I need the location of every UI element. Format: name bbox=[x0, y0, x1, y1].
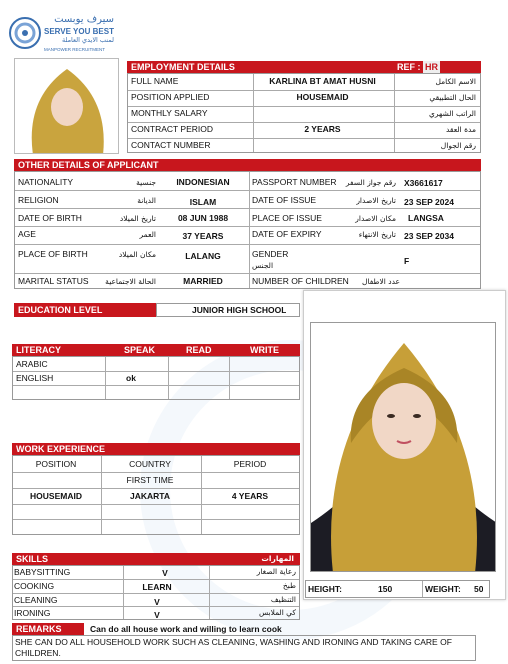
education-level-label: EDUCATION LEVEL bbox=[14, 303, 156, 317]
date-of-issue-value: 23 SEP 2024 bbox=[404, 197, 454, 207]
skill-ironing-value: V bbox=[154, 610, 160, 620]
gender-arabic: الجنس bbox=[252, 261, 274, 270]
age-value: 37 YEARS bbox=[182, 231, 224, 241]
gender-value: F bbox=[404, 256, 410, 266]
other-details-header: OTHER DETAILS OF APPLICANT bbox=[14, 159, 481, 171]
date-of-issue-label: DATE OF ISSUE bbox=[252, 195, 317, 205]
skill-babysitting-label: BABYSITTING bbox=[14, 567, 71, 577]
skill-cleaning-arabic: التنظيف bbox=[270, 595, 296, 604]
contact-number-label: CONTACT NUMBER bbox=[131, 140, 211, 150]
literacy-write-col: WRITE bbox=[250, 345, 279, 355]
full-name-arabic: الاسم الكامل bbox=[435, 77, 476, 86]
skill-babysitting-arabic: رعاية الصغار bbox=[256, 567, 296, 576]
monthly-salary-label: MONTHLY SALARY bbox=[131, 108, 208, 118]
skill-cleaning-label: CLEANING bbox=[14, 595, 58, 605]
skill-cooking-arabic: طبخ bbox=[282, 581, 296, 590]
literacy-english-speak: ok bbox=[126, 373, 136, 383]
position-applied-arabic: الحال التطبيقي bbox=[429, 93, 476, 102]
passport-number-arabic: رقم جواز السفر bbox=[345, 178, 396, 187]
skills-header: SKILLS المهارات bbox=[12, 553, 300, 565]
applicant-photo-large bbox=[310, 322, 496, 572]
literacy-arabic-label: ARABIC bbox=[16, 359, 48, 369]
skill-cleaning-value: V bbox=[154, 597, 160, 607]
full-name-label: FULL NAME bbox=[131, 76, 179, 86]
marital-status-arabic: الحالة الاجتماعية bbox=[105, 277, 156, 286]
religion-arabic: الديانة bbox=[137, 196, 156, 205]
work-row-country: JAKARTA bbox=[130, 491, 170, 501]
contract-period-value: 2 YEARS bbox=[304, 124, 341, 134]
place-of-birth-value: LALANG bbox=[185, 251, 221, 261]
place-of-issue-value: LANGSA bbox=[408, 213, 444, 223]
literacy-speak-col: SPEAK bbox=[124, 345, 156, 355]
height-label: HEIGHT: bbox=[308, 584, 342, 594]
literacy-read-col: READ bbox=[186, 345, 212, 355]
age-label: AGE bbox=[18, 229, 36, 239]
weight-label: WEIGHT: bbox=[425, 584, 461, 594]
literacy-english-label: ENGLISH bbox=[16, 373, 54, 383]
marital-status-label: MARITAL STATUS bbox=[18, 276, 89, 286]
logo-arabic: سيرف يوبست bbox=[54, 14, 114, 25]
children-arabic: عدد الاطفال bbox=[362, 277, 400, 286]
logo-emblem-icon bbox=[8, 16, 42, 50]
dob-label: DATE OF BIRTH bbox=[18, 213, 82, 223]
logo-tagline: MANPOWER RECRUITMENT bbox=[44, 47, 105, 52]
education-level-value: JUNIOR HIGH SCHOOL bbox=[192, 305, 287, 315]
age-arabic: العمر bbox=[139, 230, 156, 239]
position-applied-value: HOUSEMAID bbox=[296, 92, 349, 102]
work-country-col: COUNTRY bbox=[129, 459, 171, 469]
weight-value: 50 bbox=[474, 584, 484, 594]
passport-number-value: X3661617 bbox=[404, 178, 443, 188]
skill-cooking-label: COOKING bbox=[14, 581, 55, 591]
literacy-header: LITERACY SPEAK READ WRITE bbox=[12, 344, 300, 356]
contact-number-arabic: رقم الجوال bbox=[440, 141, 476, 150]
literacy-table bbox=[12, 356, 300, 400]
contract-period-arabic: مدة العقد bbox=[446, 125, 476, 134]
place-of-issue-arabic: مكان الاصدار bbox=[355, 214, 396, 223]
date-of-issue-arabic: تاريخ الاصدار bbox=[356, 196, 396, 205]
full-name-value: KARLINA BT AMAT HUSNI bbox=[269, 76, 376, 86]
nationality-label: NATIONALITY bbox=[18, 177, 74, 187]
place-of-issue-label: PLACE OF ISSUE bbox=[252, 213, 322, 223]
company-logo bbox=[8, 14, 118, 54]
religion-label: RELIGION bbox=[18, 195, 59, 205]
remarks-short: Can do all house work and willing to learn cook bbox=[90, 624, 282, 634]
monthly-salary-arabic: الراتب الشهري bbox=[429, 109, 476, 118]
work-row-period: 4 YEARS bbox=[231, 491, 269, 501]
skills-header-arabic: المهارات bbox=[261, 554, 294, 563]
work-period-col: PERIOD bbox=[233, 459, 267, 469]
gender-label: GENDER bbox=[252, 249, 289, 259]
date-of-expiry-arabic: تاريخ الانتهاء bbox=[358, 230, 396, 239]
date-of-expiry-label: DATE OF EXPIRY bbox=[252, 229, 322, 239]
logo-arabic-tagline: لمنب الايدي العاملة bbox=[61, 36, 114, 44]
passport-number-label: PASSPORT NUMBER bbox=[252, 177, 337, 187]
employment-details-header: EMPLOYMENT DETAILS REF : HR bbox=[127, 61, 481, 73]
children-label: NUMBER OF CHILDREN bbox=[252, 276, 349, 286]
work-experience-header: WORK EXPERIENCE bbox=[12, 443, 300, 455]
position-applied-label: POSITION APPLIED bbox=[131, 92, 210, 102]
logo-english: SERVE YOU BEST bbox=[44, 27, 114, 36]
marital-status-value: MARRIED bbox=[183, 276, 223, 286]
date-of-expiry-value: 23 SEP 2034 bbox=[404, 231, 454, 241]
ref-value: HR bbox=[425, 62, 438, 72]
place-of-birth-label: PLACE OF BIRTH bbox=[18, 249, 88, 259]
nationality-arabic: جنسية bbox=[136, 178, 156, 187]
remarks-label: REMARKS bbox=[12, 623, 84, 635]
work-first-time: FIRST TIME bbox=[126, 475, 174, 485]
ref-label: REF : bbox=[397, 62, 421, 72]
skill-cooking-value: LEARN bbox=[142, 582, 172, 592]
dob-value: 08 JUN 1988 bbox=[177, 213, 229, 223]
remarks-long: SHE CAN DO ALL HOUSEHOLD WORK SUCH AS CLEANING, WASHING AND IRONING AND TAKING CARE OF CHILDREN. bbox=[15, 637, 452, 658]
applicant-photo-small bbox=[14, 58, 119, 154]
contract-period-label: CONTRACT PERIOD bbox=[131, 124, 214, 134]
height-value: 150 bbox=[378, 584, 393, 594]
work-position-col: POSITION bbox=[35, 459, 77, 469]
skill-ironing-arabic: كي الملابس bbox=[258, 608, 296, 617]
work-row-position: HOUSEMAID bbox=[30, 491, 82, 501]
nationality-value: INDONESIAN bbox=[176, 177, 230, 187]
skill-babysitting-value: V bbox=[162, 568, 168, 578]
religion-value: ISLAM bbox=[189, 197, 217, 207]
dob-arabic: تاريخ الميلاد bbox=[119, 214, 156, 223]
skill-ironing-label: IRONING bbox=[14, 608, 51, 618]
place-of-birth-arabic: مكان الميلاد bbox=[118, 250, 156, 259]
